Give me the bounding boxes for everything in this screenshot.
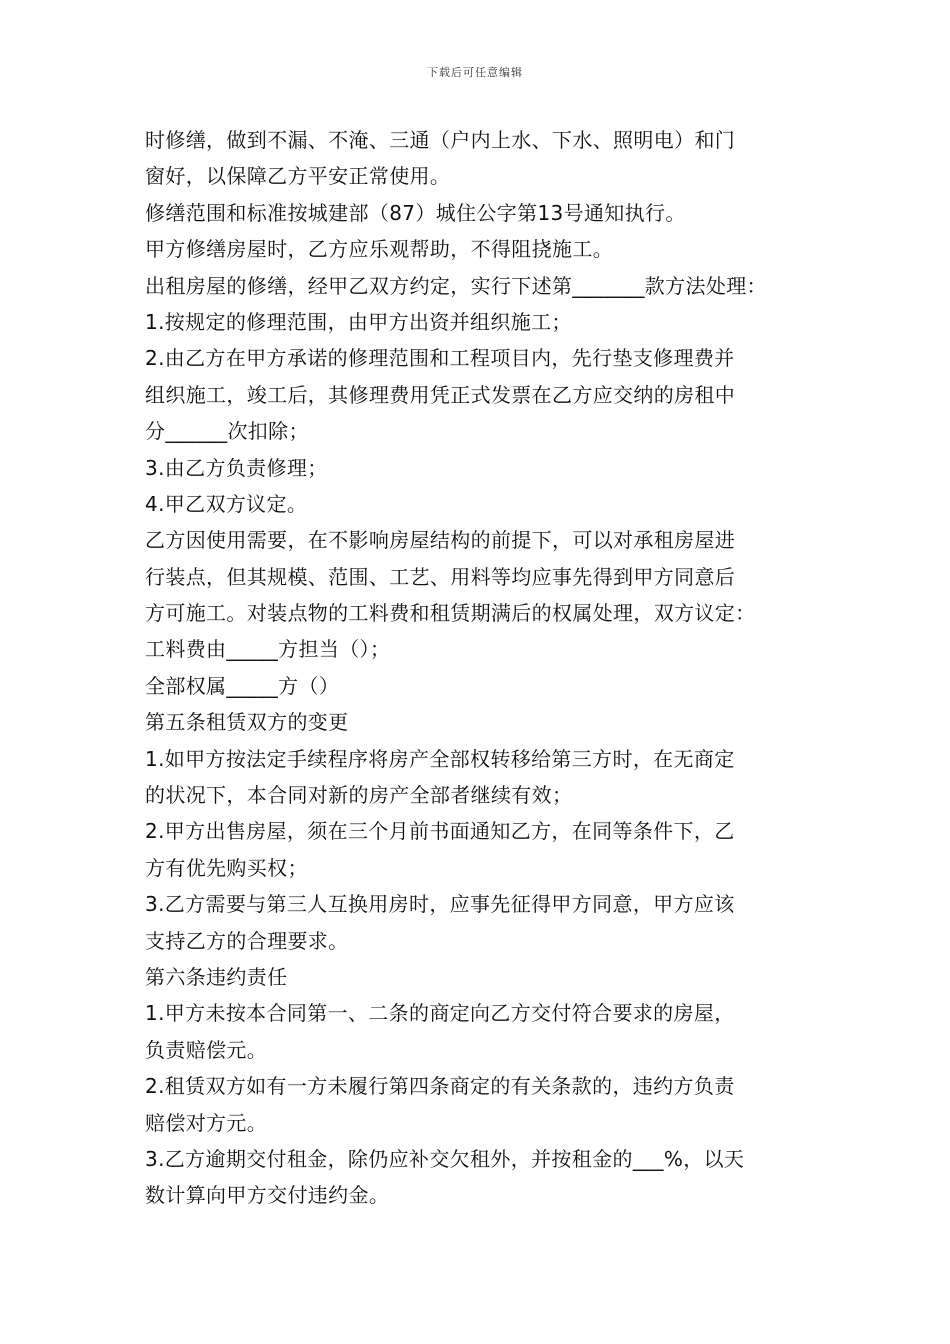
- text-line: 数计算向甲方交付违约金。: [145, 1183, 390, 1208]
- text-line: 修缮范围和标准按城建部（87）城住公字第13号通知执行。: [145, 200, 686, 225]
- text-line: 工料费由_____方担当（）；: [145, 637, 391, 662]
- text-line: 全部权属_____方（）: [145, 673, 340, 698]
- section-heading: 第六条违约责任: [145, 964, 288, 989]
- document-body: [145, 122, 817, 1214]
- text-line: 1.按规定的修理范围，由甲方出资并组织施工；: [145, 309, 572, 334]
- text-line: 3.乙方逾期交付租金，除仍应补交欠租外，并按租金的___%，以天: [145, 1146, 745, 1171]
- text-line: 2.甲方出售房屋，须在三个月前书面通知乙方，在同等条件下，乙: [145, 819, 735, 844]
- text-line: 3.乙方需要与第三人互换用房时，应事先征得甲方同意，甲方应该: [145, 892, 735, 917]
- text-line: 甲方修缮房屋时，乙方应乐观帮助，不得阻挠施工。: [145, 237, 614, 262]
- text-line: 的状况下，本合同对新的房产全部者继续有效；: [145, 783, 573, 808]
- section-heading: 第五条租赁双方的变更: [145, 710, 349, 735]
- text-line: 行装点，但其规模、范围、工艺、用料等均应事先得到甲方同意后: [145, 564, 736, 589]
- text-line: 时修缮，做到不漏、不淹、三通（户内上水、下水、照明电）和门: [145, 128, 736, 152]
- text-line: 窗好，以保障乙方平安正常使用。: [145, 164, 451, 189]
- text-line: 3.由乙方负责修理；: [145, 455, 328, 480]
- text-line: 出租房屋的修缮，经甲乙双方约定，实行下述第_______款方法处理：: [145, 273, 767, 298]
- text-line: 组织施工，竣工后，其修理费用凭正式发票在乙方应交纳的房租中: [145, 382, 736, 407]
- text-line: 1.甲方未按本合同第一、二条的商定向乙方交付符合要求的房屋，: [145, 1001, 735, 1026]
- text-line: 方可施工。对装点物的工料费和租赁期满后的权属处理，双方议定：: [145, 601, 756, 626]
- text-line: 支持乙方的合理要求。: [145, 928, 349, 953]
- text-line: 负责赔偿元。: [145, 1037, 268, 1062]
- text-line: 2.租赁双方如有一方未履行第四条商定的有关条款的，违约方负责: [145, 1074, 735, 1099]
- text-line: 4.甲乙双方议定。: [145, 491, 308, 516]
- text-line: 乙方因使用需要，在不影响房屋结构的前提下，可以对承租房屋进: [145, 528, 736, 553]
- text-line: 1.如甲方按法定手续程序将房产全部权转移给第三方时，在无商定: [145, 746, 735, 771]
- text-line: 2.由乙方在甲方承诺的修理范围和工程项目内，先行垫支修理费并: [145, 346, 735, 371]
- text-line: 赔偿对方元。: [145, 1110, 268, 1135]
- page-header: 下载后可任意编辑: [427, 66, 523, 79]
- text-line: 方有优先购买权；: [145, 855, 308, 880]
- text-line: 分______次扣除；: [145, 419, 309, 444]
